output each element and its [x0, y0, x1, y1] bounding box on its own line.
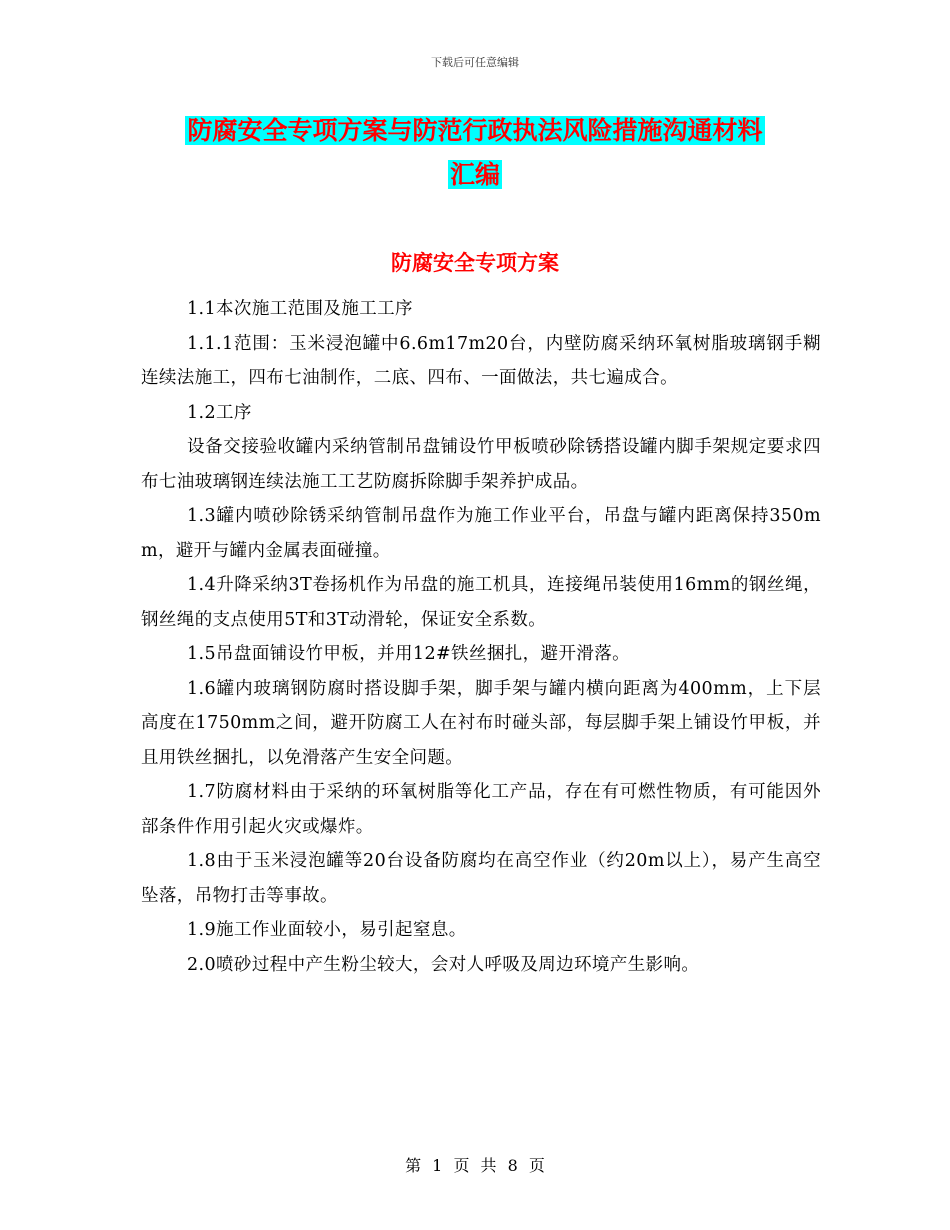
paragraph: 1.2工序: [187, 402, 252, 423]
paragraph: 1.8由于玉米浸泡罐等20台设备防腐均在高空作业（约20m以上），易产生高空坠落，吊物打击等事故。: [141, 851, 821, 906]
paragraph: 1.4升降采纳3T卷扬机作为吊盘的施工机具，连接绳吊装使用16mm的钢丝绳，钢丝绳的支点使用5T和3T动滑轮，保证安全系数。: [141, 575, 821, 630]
paragraph: 1.1本次施工范围及施工工序: [187, 299, 413, 319]
document-title-text-2: 汇编: [449, 160, 500, 189]
header-note: 下载后可任意编辑: [431, 56, 519, 69]
paragraph: 1.9施工作业面较小，易引起窒息。: [187, 920, 467, 940]
page-footer: 第 1 页 共 8 页: [405, 1156, 545, 1175]
document-title-text-1: 防腐安全专项方案与防范行政执法风险措施沟通材料: [187, 116, 763, 145]
paragraph: 2.0喷砂过程中产生粉尘较大，会对人呼吸及周边环境产生影响。: [187, 954, 700, 975]
paragraph: 1.1.1范围：玉米浸泡罐中6.6m17m20台，内壁防腐采纳环氧树脂玻璃钢手糊连续法施工，四布七油制作，二底、四布、一面做法，共七遍成合。: [141, 333, 821, 388]
paragraph: 1.3罐内喷砂除锈采纳管制吊盘作为施工作业平台，吊盘与罐内距离保持350mm，避开与罐内金属表面碰撞。: [141, 506, 821, 561]
paragraph: 1.6罐内玻璃钢防腐时搭设脚手架，脚手架与罐内横向距离为400mm，上下层高度在1750mm之间，避开防腐工人在衬布时碰头部，每层脚手架上铺设竹甲板，并且用铁丝捆扎，以免滑落产生安全问题。: [141, 678, 821, 768]
paragraph: 1.5吊盘面铺设竹甲板，并用12#铁丝捆扎，避开滑落。: [187, 644, 631, 664]
section-title: 防腐安全专项方案: [391, 251, 559, 275]
document-title-line-2: [0, 158, 950, 192]
document-title-line-1: [0, 114, 950, 148]
document-body: [141, 292, 821, 982]
paragraph: 1.7防腐材料由于采纳的环氧树脂等化工产品，存在有可燃性物质，有可能因外部条件作用引起火灾或爆炸。: [141, 782, 821, 837]
paragraph: 设备交接验收罐内采纳管制吊盘铺设竹甲板喷砂除锈搭设罐内脚手架规定要求四布七油玻璃钢连续法施工工艺防腐拆除脚手架养护成品。: [141, 437, 821, 492]
